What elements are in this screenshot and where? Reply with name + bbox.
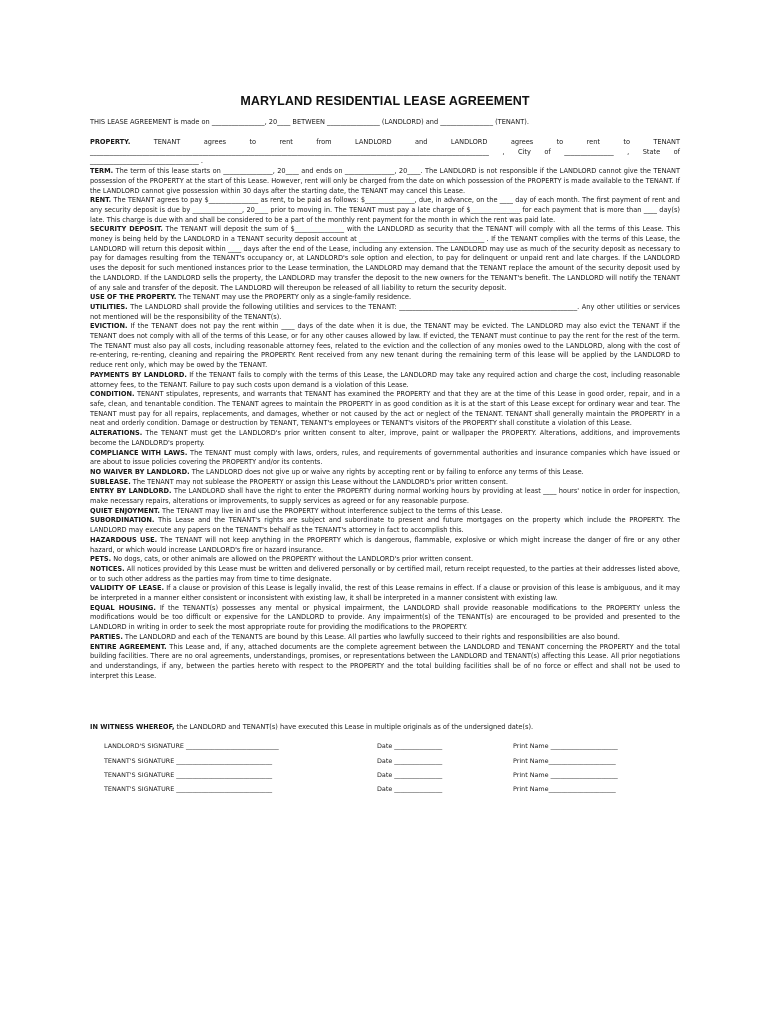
date-field[interactable]: Date _______________	[377, 771, 443, 779]
clause-text: The TENANT may live in and use the PROPERTY without interference subject to the terms of this Lease.	[159, 506, 503, 515]
clause-parties	[90, 633, 680, 643]
date-field[interactable]: Date _______________	[377, 742, 443, 750]
clause-heading: EQUAL HOUSING.	[90, 603, 156, 612]
clause-text: TENANT stipulates, represents, and warrants that TENANT has examined the PROPERTY and that they are at the time of this Lease in good order, repair, and in a safe, clean, and tenantable condition. The TENANT agrees to maintain the PROPERTY in as good condition as it is at the start of this Lease except for ordinary wear and tear. The TENANT must pay for all repairs, replacements, and damages, whether or not caused by the act or neglect of the TENANT. TENANT shall generally maintain the PROPERTY in a neat and orderly condition. Damage or destruction by TENANT, TENANT's employees or TENANT's visitors of the PROPERTY shall constitute a violation of this Lease.	[90, 390, 680, 428]
clause-text: The TENANT will deposit the sum of $_______________ with the LANDLORD as security that the TENANT will comply with all the terms of this Lease. This money is being held by the LANDLORD in a TENANT security deposit account at ______________________________________ . If the TENANT complies with the terms of this Lease, the LANDLORD will return this deposit within ____ days after the end of the Lease, including any extension. The LANDLORD may use as much of the security deposit as necessary to pay for damages resulting from the TENANT's occupancy or, at LANDLORD's sole option and election, to pay for delinquent or unpaid rent and late charges. If the LANDLORD uses the deposit for such mentioned instances prior to the Lease termination, the LANDLORD may demand that the TENANT replace the amount of the security deposit used by the LANDLORD. If the LANDLORD sells the property, the LANDLORD may transfer the deposit to the new owners for the TENANT's benefit. The LANDLORD will notify the TENANT of any sale and transfer of the deposit. The LANDLORD will thereupon be released of all liability to return the security deposit.	[90, 225, 680, 292]
clause-heading: SUBLEASE.	[90, 477, 131, 486]
print-name-field[interactable]: Print Name_____________________	[513, 757, 616, 765]
witness-statement	[90, 723, 680, 732]
intro-paragraph: THIS LEASE AGREEMENT is made on ________________, 20____ BETWEEN ________________ (LANDLORD) and ________________ (TENANT).	[90, 118, 529, 126]
signature-field[interactable]: TENANT'S SIGNATURE ______________________________	[104, 785, 273, 793]
clause-quiet-enjoyment	[90, 507, 680, 517]
clause-heading: ENTIRE AGREEMENT.	[90, 642, 167, 651]
clause-utilities	[90, 303, 680, 322]
clause-hazardous-use	[90, 536, 680, 555]
clause-notices	[90, 565, 680, 584]
clause-heading: PARTIES.	[90, 632, 123, 641]
lease-body	[90, 138, 680, 681]
clause-alterations	[90, 429, 680, 448]
clause-text: All notices provided by this Lease must be written and delivered personally or by certified mail, return receipt requested, to the parties at their addresses listed above, or to such other address as the parties may from time to time designate.	[90, 564, 680, 583]
clause-heading: ENTRY BY LANDLORD.	[90, 487, 172, 496]
clause-heading: COMPLIANCE WITH LAWS.	[90, 448, 188, 457]
print-name-field[interactable]: Print Name _____________________	[513, 742, 618, 750]
clause-heading: SUBORDINATION.	[90, 516, 155, 525]
clause-heading: TERM.	[90, 167, 114, 176]
clause-text: The TENANT may not sublease the PROPERTY or assign this Lease without the LANDLORD's prior written consent.	[130, 477, 508, 486]
signature-field[interactable]: TENANT'S SIGNATURE ______________________________	[104, 771, 273, 779]
clause-heading: VALIDITY OF LEASE.	[90, 584, 165, 593]
clause-text: If the TENANT(s) possesses any mental or physical impairment, the LANDLORD shall provide reasonable modifications to the PROPERTY unless the modifications would be too difficult or expensive for the LANDLORD to provide. Any impairment(s) of the TENANT(s) are encouraged to be provided and presented to the LANDLORD in writing in order to seek the most appropriate route for providing the modifications to the PROPERTY.	[90, 603, 680, 632]
clause-heading: NO WAIVER BY LANDLORD.	[90, 467, 190, 476]
date-field[interactable]: Date _______________	[377, 757, 443, 765]
witness-text: the LANDLORD and TENANT(s) have executed this Lease in multiple originals as of the undersigned date(s).	[174, 723, 534, 731]
clause-text: The LANDLORD shall have the right to enter the PROPERTY during normal working hours by providing at least ____ hours' notice in order for inspection, make necessary repairs, alterations or improvements, to supply services as agreed or for any reasonable purpose.	[90, 487, 681, 506]
clause-text: No dogs, cats, or other animals are allowed on the PROPERTY without the LANDLORD's prior written consent.	[111, 555, 474, 564]
clause-heading: QUIET ENJOYMENT.	[90, 506, 160, 515]
clause-text: This Lease and, if any, attached documents are the complete agreement between the LANDLORD and TENANT concerning the PROPERTY and the total building facilities. There are no oral agreements, understandings, promises, or representations between the LANDLORD and TENANT(s) affecting this Lease. All prior negotiations and understandings, if any, between the parties hereto with respect to the PROPERTY and the total building facilities shall be of no force or effect and shall not be used to interpret this Lease.	[90, 642, 680, 680]
clause-text: The TENANT must comply with laws, orders, rules, and requirements of governmental authorities and insurance companies which have issued or are about to issue policies covering the PROPERTY and/or its contents.	[90, 448, 681, 467]
clause-text: The LANDLORD shall provide the following utilities and services to the TENANT: ______________________________________________________. Any other utilities or services not mentioned will be the responsibility of the TENANT(s).	[90, 302, 680, 321]
clause-text: If a clause or provision of this Lease is legally invalid, the rest of this Lease remains in effect. If a clause or provision of this lease is ambiguous, and it may be interpreted in a manner either consistent or inconsistent with existing law, it shall be interpreted in a manner consistent with existing law.	[90, 584, 680, 603]
clause-heading: CONDITION.	[90, 390, 135, 399]
clause-heading: ALTERATIONS.	[90, 429, 143, 438]
clause-heading: RENT.	[90, 196, 112, 205]
clause-condition	[90, 390, 680, 429]
clause-text: The TENANT may use the PROPERTY only as a single-family residence.	[176, 293, 412, 302]
clause-heading: USE OF THE PROPERTY.	[90, 293, 177, 302]
date-field[interactable]: Date _______________	[377, 785, 443, 793]
signature-row-tenant	[104, 771, 684, 781]
clause-heading: PAYMENTS BY LANDLORD.	[90, 370, 187, 379]
clause-heading: HAZARDOUS USE.	[90, 535, 158, 544]
clause-heading: SECURITY DEPOSIT.	[90, 225, 163, 234]
signature-row-landlord	[104, 742, 684, 752]
clause-sublease	[90, 478, 680, 488]
clause-rent	[90, 196, 680, 225]
clause-entry	[90, 487, 680, 506]
document-title: MARYLAND RESIDENTIAL LEASE AGREEMENT	[240, 94, 530, 108]
clause-text: The LANDLORD and each of the TENANTS are bound by this Lease. All parties who lawfully succeed to their rights and responsibilities are also bound.	[122, 632, 620, 641]
clause-term	[90, 167, 680, 196]
clause-no-waiver	[90, 468, 680, 478]
signature-field[interactable]: LANDLORD'S SIGNATURE _____________________________	[104, 742, 279, 750]
signature-row-tenant	[104, 757, 684, 767]
clause-heading: PROPERTY.	[90, 138, 131, 146]
clause-property	[90, 138, 680, 167]
clause-text: The TENANT agrees to pay $_______________ as rent, to be paid as follows: $_______________, due, in advance, on the ____ day of each month. The first payment of rent and any security deposit is due by _______________, 20____ prior to moving in. The TENANT must pay a late charge of $_______________ for each payment that is more than ____ day(s) late. This charge is due with and shall be considered to be a part of the monthly rent payment for the month in which the rent was paid late.	[90, 196, 680, 224]
clause-heading: NOTICES.	[90, 564, 125, 573]
clause-entire-agreement	[90, 643, 680, 682]
clause-equal-housing	[90, 604, 680, 633]
clause-text: If the TENANT fails to comply with the terms of this Lease, the LANDLORD may take any required action and charge the cost, including reasonable attorney fees, to the TENANT. Failure to pay such costs upon demand is a violation of this Lease.	[90, 370, 680, 389]
clause-text: The LANDLORD does not give up or waive any rights by accepting rent or by failing to enforce any terms of this Lease.	[189, 467, 584, 476]
signature-row-tenant	[104, 785, 684, 795]
clause-heading: PETS.	[90, 555, 112, 564]
clause-heading: EVICTION.	[90, 322, 128, 331]
witness-heading: IN WITNESS WHEREOF,	[90, 723, 175, 731]
clause-validity	[90, 584, 680, 603]
clause-text: TENANT agrees to rent from LANDLORD and LANDLORD agrees to rent to TENANT _________________________________________________________________________________________________________________________ , City of _______________ , State of _________________________________ .	[90, 138, 680, 166]
print-name-field[interactable]: Print Name _____________________	[513, 771, 618, 779]
clause-payments-by-landlord	[90, 371, 680, 390]
clause-heading: UTILITIES.	[90, 302, 128, 311]
clause-security-deposit	[90, 225, 680, 293]
clause-text: The term of this lease starts on _______________, 20____ and ends on _______________, 20____. The LANDLORD is not responsible if the LANDLORD cannot give the TENANT possession of the PROPERTY at the start of this Lease. However, rent will only be charged from the date on which possession of the PROPERTY is made available to the TENANT. If the LANDLORD cannot give possession within 30 days after the starting date, the TENANT may cancel this Lease.	[90, 167, 680, 195]
clause-compliance	[90, 449, 680, 468]
clause-text: This Lease and the TENANT's rights are subject and subordinate to present and future mortgages on the property which include the PROPERTY. The LANDLORD may execute any papers on the TENANT's behalf as the TENANT's attorney in fact to accomplish this.	[90, 516, 680, 535]
clause-eviction	[90, 322, 680, 371]
print-name-field[interactable]: Print Name_____________________	[513, 785, 616, 793]
clause-pets	[90, 555, 680, 565]
clause-subordination	[90, 516, 680, 535]
clause-text: The TENANT must get the LANDLORD's prior written consent to alter, improve, paint or wallpaper the PROPERTY. Alterations, additions, and improvements become the LANDLORD's property.	[90, 429, 680, 447]
clause-use	[90, 293, 680, 303]
clause-text: The TENANT will not keep anything in the PROPERTY which is dangerous, flammable, explosive or which might increase the danger of fire or any other hazard, or which would increase LANDLORD's fire or hazard insurance.	[90, 535, 680, 554]
signature-field[interactable]: TENANT'S SIGNATURE ______________________________	[104, 757, 273, 765]
clause-text: If the TENANT does not pay the rent within ____ days of the date when it is due, the TENANT may be evicted. The LANDLORD may also evict the TENANT if the TENANT does not comply with all of the terms of this Lease, or for any other causes allowed by law. If evicted, the TENANT must continue to pay the rent for the rest of the term. The TENANT must also pay all costs, including reasonable attorney fees, related to the eviction and the collection of any monies owed to the LANDLORD, along with the cost of re-entering, re-renting, cleaning and repairing the PROPERTY. Rent received from any new tenant during the remaining term of this lease will be applied by the LANDLORD to reduce rent only, which may be owed by the TENANT.	[90, 322, 680, 370]
